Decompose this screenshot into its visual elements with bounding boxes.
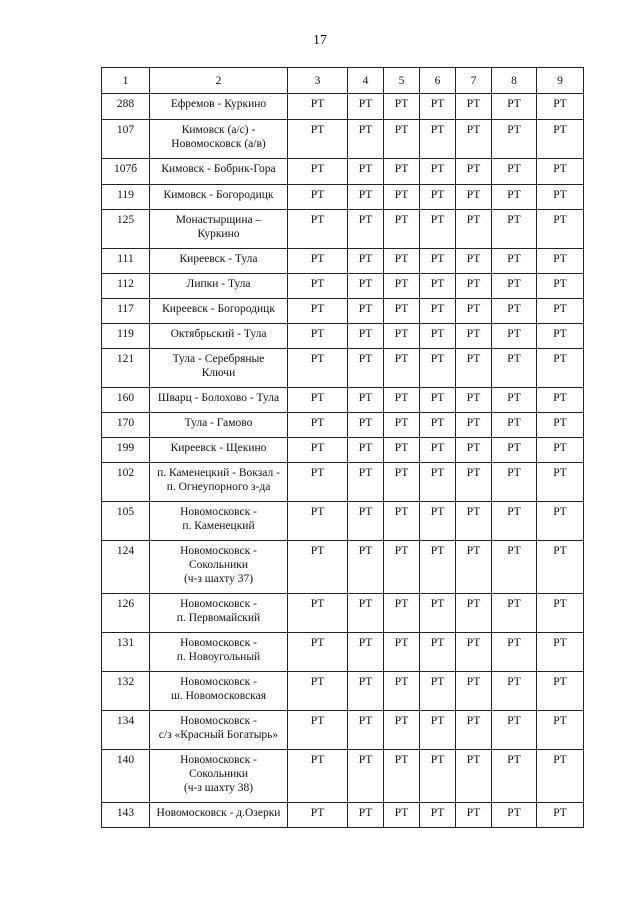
tariff-cell: РТ xyxy=(537,672,584,711)
tariff-cell: РТ xyxy=(492,413,537,438)
tariff-cell: РТ xyxy=(537,274,584,299)
tariff-cell: РТ xyxy=(420,502,456,541)
tariff-cell: РТ xyxy=(288,185,348,210)
table-row xyxy=(102,349,584,388)
tariff-cell: РТ xyxy=(384,633,420,672)
route-name-cell: Новомосковск - Сокольники (ч-з шахту 37) xyxy=(150,541,288,594)
tariff-cell: РТ xyxy=(288,803,348,828)
table-row xyxy=(102,413,584,438)
tariff-cell: РТ xyxy=(537,249,584,274)
tariff-cell: РТ xyxy=(384,324,420,349)
column-header: 2 xyxy=(150,68,288,94)
tariff-cell: РТ xyxy=(456,594,492,633)
tariff-cell: РТ xyxy=(288,463,348,502)
route-number-cell: 121 xyxy=(102,349,150,388)
route-number-cell: 119 xyxy=(102,185,150,210)
tariff-cell: РТ xyxy=(456,299,492,324)
route-name-cell: п. Каменецкий - Вокзал - п. Огнеупорного з-да xyxy=(150,463,288,502)
route-number-cell: 125 xyxy=(102,210,150,249)
tariff-cell: РТ xyxy=(537,349,584,388)
tariff-cell: РТ xyxy=(492,120,537,159)
route-number-cell: 111 xyxy=(102,249,150,274)
route-number-cell: 131 xyxy=(102,633,150,672)
column-header: 3 xyxy=(288,68,348,94)
tariff-cell: РТ xyxy=(420,324,456,349)
tariff-cell: РТ xyxy=(456,502,492,541)
tariff-cell: РТ xyxy=(384,594,420,633)
tariff-cell: РТ xyxy=(537,210,584,249)
table-row xyxy=(102,210,584,249)
tariff-cell: РТ xyxy=(348,541,384,594)
route-name-cell: Киреевск - Тула xyxy=(150,249,288,274)
table-row xyxy=(102,672,584,711)
table-row xyxy=(102,388,584,413)
tariff-cell: РТ xyxy=(456,249,492,274)
tariff-cell: РТ xyxy=(537,750,584,803)
tariff-cell: РТ xyxy=(492,541,537,594)
tariff-cell: РТ xyxy=(492,750,537,803)
route-number-cell: 160 xyxy=(102,388,150,413)
tariff-cell: РТ xyxy=(288,413,348,438)
tariff-cell: РТ xyxy=(537,463,584,502)
route-name-cell: Октябрьский - Тула xyxy=(150,324,288,349)
tariff-cell: РТ xyxy=(492,159,537,185)
tariff-cell: РТ xyxy=(288,249,348,274)
column-header: 5 xyxy=(384,68,420,94)
tariff-cell: РТ xyxy=(456,120,492,159)
tariff-cell: РТ xyxy=(420,672,456,711)
table-header-row xyxy=(102,68,584,94)
tariff-cell: РТ xyxy=(492,349,537,388)
tariff-cell: РТ xyxy=(456,633,492,672)
tariff-cell: РТ xyxy=(420,463,456,502)
tariff-cell: РТ xyxy=(288,159,348,185)
table-row xyxy=(102,750,584,803)
tariff-cell: РТ xyxy=(348,210,384,249)
tariff-cell: РТ xyxy=(456,438,492,463)
tariff-cell: РТ xyxy=(348,803,384,828)
tariff-cell: РТ xyxy=(492,711,537,750)
tariff-cell: РТ xyxy=(348,594,384,633)
tariff-cell: РТ xyxy=(456,324,492,349)
tariff-cell: РТ xyxy=(348,388,384,413)
tariff-cell: РТ xyxy=(288,711,348,750)
tariff-cell: РТ xyxy=(420,711,456,750)
tariff-cell: РТ xyxy=(456,185,492,210)
tariff-cell: РТ xyxy=(492,502,537,541)
route-number-cell: 143 xyxy=(102,803,150,828)
tariff-cell: РТ xyxy=(420,274,456,299)
tariff-cell: РТ xyxy=(348,672,384,711)
tariff-cell: РТ xyxy=(288,120,348,159)
tariff-cell: РТ xyxy=(492,633,537,672)
route-name-cell: Новомосковск - ш. Новомосковская xyxy=(150,672,288,711)
route-name-cell: Ефремов - Куркино xyxy=(150,94,288,120)
tariff-cell: РТ xyxy=(384,159,420,185)
column-header: 7 xyxy=(456,68,492,94)
tariff-cell: РТ xyxy=(537,413,584,438)
tariff-cell: РТ xyxy=(492,249,537,274)
tariff-cell: РТ xyxy=(384,299,420,324)
table-row xyxy=(102,633,584,672)
tariff-cell: РТ xyxy=(492,274,537,299)
tariff-cell: РТ xyxy=(492,210,537,249)
table-row xyxy=(102,711,584,750)
route-name-cell: Новомосковск - с/з «Красный Богатырь» xyxy=(150,711,288,750)
tariff-cell: РТ xyxy=(420,594,456,633)
route-name-cell: Киреевск - Щекино xyxy=(150,438,288,463)
tariff-cell: РТ xyxy=(384,349,420,388)
route-number-cell: 119 xyxy=(102,324,150,349)
tariff-cell: РТ xyxy=(348,274,384,299)
tariff-cell: РТ xyxy=(384,274,420,299)
route-name-cell: Кимовск - Богородицк xyxy=(150,185,288,210)
tariff-cell: РТ xyxy=(420,299,456,324)
routes-table xyxy=(101,67,584,828)
tariff-cell: РТ xyxy=(348,502,384,541)
route-number-cell: 126 xyxy=(102,594,150,633)
tariff-cell: РТ xyxy=(537,633,584,672)
table-row xyxy=(102,120,584,159)
route-number-cell: 124 xyxy=(102,541,150,594)
table-body xyxy=(102,94,584,828)
tariff-cell: РТ xyxy=(456,94,492,120)
tariff-cell: РТ xyxy=(420,120,456,159)
tariff-cell: РТ xyxy=(420,413,456,438)
tariff-cell: РТ xyxy=(492,185,537,210)
tariff-cell: РТ xyxy=(456,803,492,828)
tariff-cell: РТ xyxy=(492,299,537,324)
tariff-cell: РТ xyxy=(348,299,384,324)
tariff-cell: РТ xyxy=(384,413,420,438)
tariff-cell: РТ xyxy=(537,711,584,750)
tariff-cell: РТ xyxy=(384,541,420,594)
tariff-cell: РТ xyxy=(384,185,420,210)
tariff-cell: РТ xyxy=(537,388,584,413)
tariff-cell: РТ xyxy=(348,94,384,120)
tariff-cell: РТ xyxy=(348,324,384,349)
tariff-cell: РТ xyxy=(456,541,492,594)
tariff-cell: РТ xyxy=(384,249,420,274)
route-number-cell: 288 xyxy=(102,94,150,120)
tariff-cell: РТ xyxy=(537,94,584,120)
tariff-cell: РТ xyxy=(492,324,537,349)
tariff-cell: РТ xyxy=(384,502,420,541)
tariff-cell: РТ xyxy=(384,388,420,413)
tariff-cell: РТ xyxy=(348,750,384,803)
column-header: 1 xyxy=(102,68,150,94)
table-row xyxy=(102,803,584,828)
tariff-cell: РТ xyxy=(288,750,348,803)
tariff-cell: РТ xyxy=(288,210,348,249)
tariff-cell: РТ xyxy=(420,803,456,828)
tariff-cell: РТ xyxy=(288,349,348,388)
tariff-cell: РТ xyxy=(420,159,456,185)
tariff-cell: РТ xyxy=(456,750,492,803)
tariff-cell: РТ xyxy=(420,750,456,803)
route-name-cell: Тула - Гамово xyxy=(150,413,288,438)
route-name-cell: Новомосковск - п. Каменецкий xyxy=(150,502,288,541)
tariff-cell: РТ xyxy=(492,438,537,463)
route-number-cell: 117 xyxy=(102,299,150,324)
tariff-cell: РТ xyxy=(537,803,584,828)
tariff-cell: РТ xyxy=(420,249,456,274)
tariff-cell: РТ xyxy=(492,388,537,413)
tariff-cell: РТ xyxy=(537,185,584,210)
route-number-cell: 105 xyxy=(102,502,150,541)
tariff-cell: РТ xyxy=(384,803,420,828)
tariff-cell: РТ xyxy=(384,672,420,711)
tariff-cell: РТ xyxy=(456,711,492,750)
tariff-cell: РТ xyxy=(288,438,348,463)
table-row xyxy=(102,438,584,463)
tariff-cell: РТ xyxy=(288,388,348,413)
column-header: 8 xyxy=(492,68,537,94)
tariff-cell: РТ xyxy=(456,672,492,711)
route-number-cell: 170 xyxy=(102,413,150,438)
tariff-cell: РТ xyxy=(537,438,584,463)
tariff-cell: РТ xyxy=(537,324,584,349)
tariff-cell: РТ xyxy=(348,633,384,672)
table-row xyxy=(102,502,584,541)
route-number-cell: 107б xyxy=(102,159,150,185)
tariff-cell: РТ xyxy=(348,413,384,438)
route-number-cell: 140 xyxy=(102,750,150,803)
tariff-cell: РТ xyxy=(420,185,456,210)
tariff-cell: РТ xyxy=(456,463,492,502)
route-name-cell: Липки - Тула xyxy=(150,274,288,299)
tariff-cell: РТ xyxy=(288,672,348,711)
tariff-cell: РТ xyxy=(348,438,384,463)
tariff-cell: РТ xyxy=(420,633,456,672)
tariff-cell: РТ xyxy=(492,594,537,633)
table-row xyxy=(102,299,584,324)
route-number-cell: 199 xyxy=(102,438,150,463)
tariff-cell: РТ xyxy=(420,388,456,413)
tariff-cell: РТ xyxy=(288,541,348,594)
tariff-cell: РТ xyxy=(288,502,348,541)
table-row xyxy=(102,274,584,299)
tariff-cell: РТ xyxy=(420,210,456,249)
tariff-cell: РТ xyxy=(456,159,492,185)
tariff-cell: РТ xyxy=(384,120,420,159)
column-header: 4 xyxy=(348,68,384,94)
tariff-cell: РТ xyxy=(492,803,537,828)
route-name-cell: Шварц - Болохово - Тула xyxy=(150,388,288,413)
tariff-cell: РТ xyxy=(492,672,537,711)
table-row xyxy=(102,541,584,594)
route-number-cell: 107 xyxy=(102,120,150,159)
tariff-cell: РТ xyxy=(348,185,384,210)
tariff-cell: РТ xyxy=(348,120,384,159)
tariff-cell: РТ xyxy=(384,210,420,249)
table-row xyxy=(102,94,584,120)
route-number-cell: 112 xyxy=(102,274,150,299)
route-number-cell: 132 xyxy=(102,672,150,711)
tariff-cell: РТ xyxy=(288,274,348,299)
tariff-cell: РТ xyxy=(492,463,537,502)
route-name-cell: Новомосковск - п. Новоугольный xyxy=(150,633,288,672)
tariff-cell: РТ xyxy=(456,413,492,438)
tariff-cell: РТ xyxy=(384,94,420,120)
tariff-cell: РТ xyxy=(537,159,584,185)
route-number-cell: 102 xyxy=(102,463,150,502)
tariff-cell: РТ xyxy=(420,541,456,594)
tariff-cell: РТ xyxy=(456,274,492,299)
route-name-cell: Киреевск - Богородицк xyxy=(150,299,288,324)
route-name-cell: Кимовск - Бобрик-Гора xyxy=(150,159,288,185)
tariff-cell: РТ xyxy=(537,541,584,594)
route-name-cell: Тула - Серебряные Ключи xyxy=(150,349,288,388)
route-name-cell: Новомосковск - п. Первомайский xyxy=(150,594,288,633)
tariff-cell: РТ xyxy=(537,502,584,541)
tariff-cell: РТ xyxy=(384,463,420,502)
tariff-cell: РТ xyxy=(537,120,584,159)
tariff-cell: РТ xyxy=(288,324,348,349)
table-row xyxy=(102,463,584,502)
tariff-cell: РТ xyxy=(537,594,584,633)
route-number-cell: 134 xyxy=(102,711,150,750)
page-number: 17 xyxy=(313,33,327,48)
tariff-cell: РТ xyxy=(456,388,492,413)
tariff-cell: РТ xyxy=(288,94,348,120)
tariff-cell: РТ xyxy=(288,594,348,633)
tariff-cell: РТ xyxy=(420,438,456,463)
tariff-cell: РТ xyxy=(348,711,384,750)
route-name-cell: Новомосковск - д.Озерки xyxy=(150,803,288,828)
route-name-cell: Кимовск (а/с) - Новомосковск (а/в) xyxy=(150,120,288,159)
tariff-cell: РТ xyxy=(348,159,384,185)
tariff-cell: РТ xyxy=(456,210,492,249)
tariff-cell: РТ xyxy=(492,94,537,120)
tariff-cell: РТ xyxy=(537,299,584,324)
tariff-cell: РТ xyxy=(384,438,420,463)
tariff-cell: РТ xyxy=(288,299,348,324)
route-name-cell: Новомосковск - Сокольники (ч-з шахту 38) xyxy=(150,750,288,803)
tariff-cell: РТ xyxy=(384,711,420,750)
tariff-cell: РТ xyxy=(348,249,384,274)
tariff-cell: РТ xyxy=(348,349,384,388)
table-row xyxy=(102,594,584,633)
column-header: 9 xyxy=(537,68,584,94)
table-row xyxy=(102,324,584,349)
tariff-cell: РТ xyxy=(288,633,348,672)
tariff-cell: РТ xyxy=(456,349,492,388)
tariff-cell: РТ xyxy=(384,750,420,803)
table-row xyxy=(102,159,584,185)
table-row xyxy=(102,249,584,274)
tariff-cell: РТ xyxy=(348,463,384,502)
route-name-cell: Монастырщина – Куркино xyxy=(150,210,288,249)
table-row xyxy=(102,185,584,210)
tariff-cell: РТ xyxy=(420,94,456,120)
tariff-cell: РТ xyxy=(420,349,456,388)
column-header: 6 xyxy=(420,68,456,94)
